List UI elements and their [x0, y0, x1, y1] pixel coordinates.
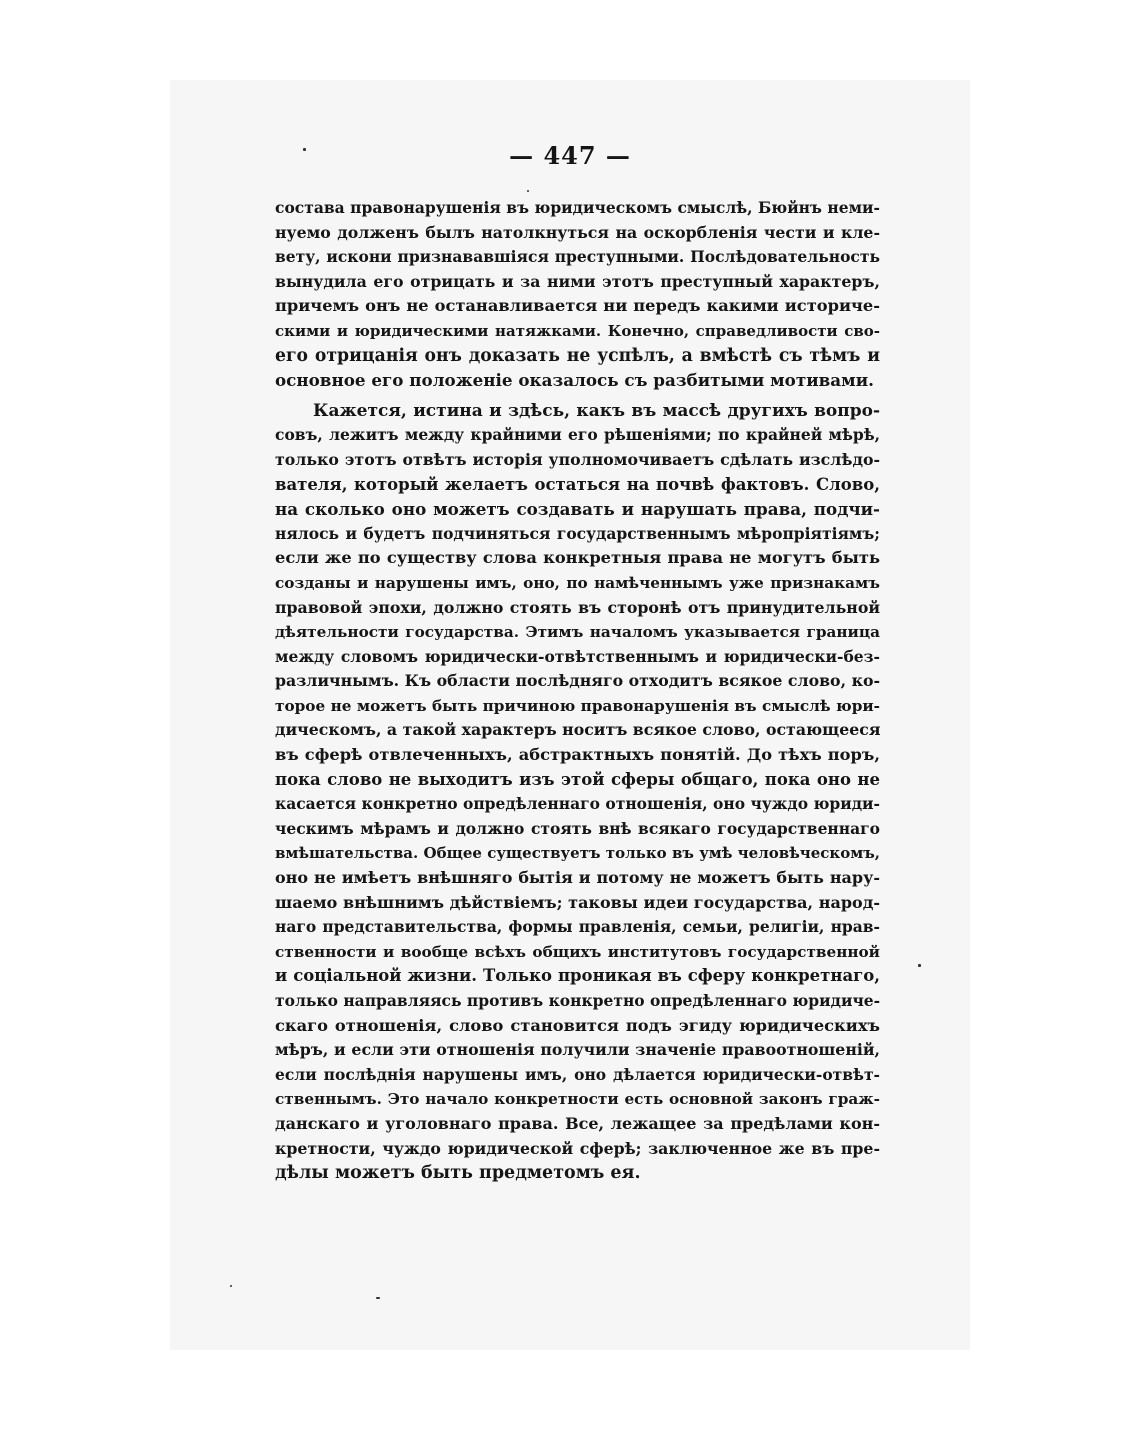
text-line: касается конкретно опредѣленнаго отношенія, оно чуждо юриди- — [275, 794, 880, 814]
text-line: мѣръ, и если эти отношенія получили значеніе правоотношеній, — [275, 1040, 880, 1060]
text-line: состава правонарушенія въ юридическомъ смыслѣ, Бюйнъ неми- — [275, 198, 880, 217]
text-line: кретности, чуждо юридической сферѣ; заключенное же въ пре- — [275, 1138, 880, 1158]
text-line: причемъ онъ не останавливается ни передъ какими историче- — [275, 296, 880, 316]
text-line: только направляясь противъ конкретно опредѣленнаго юридиче- — [275, 991, 880, 1010]
text-line: на сколько оно можетъ создавать и нарушать права, подчи- — [275, 499, 880, 520]
text-line: пока слово не выходитъ изъ этой сферы общаго, пока оно не — [275, 769, 880, 789]
text-line: и соціальной жизни. Только проникая въ сферу конкретнаго, — [275, 966, 880, 986]
text-line: скими и юридическими натяжками. Конечно, справедливости сво- — [275, 321, 880, 340]
text-line: наго представительства, формы правленія, семьи, религіи, нрав- — [275, 917, 880, 937]
text-line: если же по существу слова конкретныя права не могутъ быть — [275, 548, 880, 568]
text-line: совъ, лежитъ между крайними его рѣшеніями; по крайней мѣрѣ, — [275, 425, 880, 445]
text-line: дѣятельности государства. Этимъ началомъ указывается граница — [275, 623, 880, 642]
text-line: нуемо долженъ былъ натолкнуться на оскорбленія чести и кле- — [275, 222, 880, 242]
scan-speck — [918, 964, 921, 967]
text-line: вмѣшательства. Общее существуетъ только въ умѣ человѣческомъ, — [275, 844, 880, 863]
text-line: ческимъ мѣрамъ и должно стоять внѣ всякаго государственнаго — [275, 818, 880, 838]
text-line: созданы и нарушены имъ, оно, по намѣченнымъ уже признакамъ — [275, 573, 880, 592]
text-line: вету, искони признававшіяся преступными. Послѣдовательность — [275, 247, 880, 267]
text-line: дическомъ, а такой характеръ носитъ всякое слово, остающееся — [275, 720, 880, 740]
text-line: дѣлы можетъ быть предметомъ ея. — [275, 1163, 641, 1184]
text-line: скаго отношенія, слово становится подъ эгиду юридическихъ — [275, 1015, 880, 1035]
text-line: различнымъ. Къ области послѣдняго отходитъ всякое слово, ко- — [275, 671, 880, 691]
text-line: его отрицанія онъ доказать не успѣлъ, а вмѣстѣ съ тѣмъ и — [275, 345, 880, 366]
text-line: шаемо внѣшнимъ дѣйствіемъ; таковы идеи государства, народ- — [275, 892, 880, 912]
scan-speck — [303, 148, 306, 151]
text-line: ственнымъ. Это начало конкретности есть основной законъ граж- — [275, 1090, 880, 1109]
scan-speck — [376, 1297, 380, 1299]
text-line: основное его положеніе оказалось съ разбитыми мотивами. — [275, 370, 874, 391]
page-number: — 447 — — [509, 141, 631, 170]
text-line: вателя, который желаетъ остаться на почвѣ фактовъ. Слово, — [275, 474, 880, 494]
paragraph-1 — [275, 196, 880, 393]
text-line: если послѣднія нарушены имъ, оно дѣлается юридически-отвѣт- — [275, 1064, 880, 1084]
text-line: правовой эпохи, должно стоять въ сторонѣ отъ принудительной — [275, 597, 880, 617]
text-line: только этотъ отвѣтъ исторія уполномочиваетъ сдѣлать изслѣдо- — [275, 449, 880, 469]
text-line: оно не имѣетъ внѣшняго бытія и потому не можетъ быть нару- — [275, 868, 880, 888]
paragraph-2 — [275, 399, 880, 1186]
text-line: вынудила его отрицать и за ними этотъ преступный характеръ, — [275, 271, 880, 291]
text-line: данскаго и уголовнаго права. Все, лежащее за предѣлами кон- — [275, 1113, 880, 1133]
text-line: торое не можетъ быть причиною правонарушенія въ смыслѣ юри- — [275, 696, 880, 715]
text-line: нялось и будетъ подчиняться государственнымъ мѣропріятіямъ; — [275, 523, 880, 543]
text-line: въ сферѣ отвлеченныхъ, абстрактныхъ понятій. До тѣхъ поръ, — [275, 745, 880, 765]
text-line: между словомъ юридически-отвѣтственнымъ и юридически-без- — [275, 646, 880, 666]
text-line: ственности и вообще всѣхъ общихъ институтовъ государственной — [275, 942, 880, 961]
text-line: Кажется, истина и здѣсь, какъ въ массѣ другихъ вопро- — [313, 400, 880, 421]
body-text — [275, 196, 880, 1186]
scan-speck — [527, 190, 529, 192]
scan-speck — [230, 1285, 232, 1287]
